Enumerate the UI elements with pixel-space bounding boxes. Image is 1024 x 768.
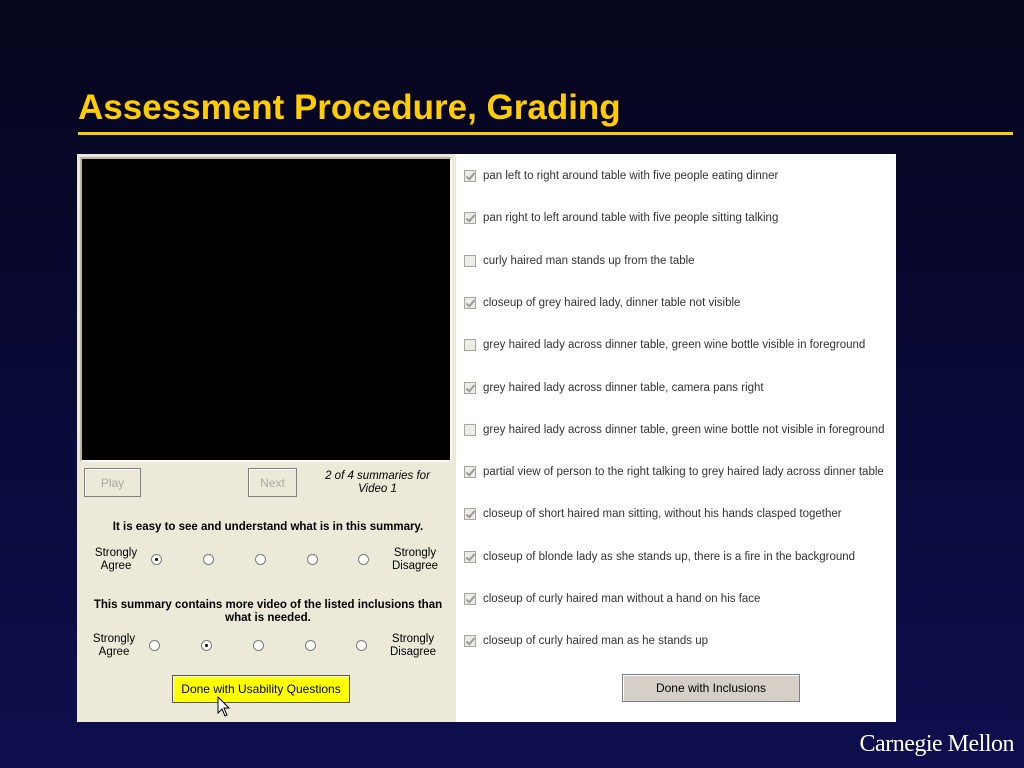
done-usability-button[interactable]: Done with Usability Questions	[172, 675, 350, 703]
inclusion-checkbox[interactable]	[464, 212, 476, 224]
q2-rating-radio-1[interactable]	[149, 640, 160, 651]
inclusion-item[interactable]	[464, 211, 778, 225]
mouse-pointer-icon	[217, 696, 233, 718]
inclusion-label: grey haired lady across dinner table, green wine bottle visible in foreground	[483, 339, 866, 352]
inclusion-label: closeup of blonde lady as she stands up, there is a fire in the background	[483, 550, 856, 563]
inclusion-label: closeup of short haired man sitting, without his hands clasped together	[483, 508, 842, 521]
inclusion-item[interactable]	[464, 296, 740, 310]
q2-rating-radio-5[interactable]	[356, 640, 367, 651]
inclusion-label: grey haired lady across dinner table, camera pans right	[483, 381, 764, 394]
inclusion-label: pan left to right around table with five people eating dinner	[483, 170, 779, 182]
inclusion-checkbox[interactable]	[464, 170, 476, 182]
q1-rating-radio-2[interactable]	[203, 554, 214, 565]
inclusion-checkbox[interactable]	[464, 466, 476, 478]
grading-app-window	[77, 154, 896, 722]
inclusion-label: closeup of grey haired lady, dinner table not visible	[483, 296, 741, 309]
inclusion-label: closeup of curly haired man as he stands up	[483, 635, 709, 648]
inclusion-item[interactable]	[464, 592, 760, 606]
inclusion-checkbox[interactable]	[464, 382, 476, 394]
q2-rating-radio-2[interactable]	[201, 640, 212, 651]
carnegie-mellon-logo: Carnegie Mellon	[859, 731, 1014, 757]
inclusion-checkbox[interactable]	[464, 593, 476, 605]
video-pane	[77, 154, 455, 722]
inclusion-item[interactable]	[464, 507, 842, 521]
q1-strongly-disagree-label: Strongly Disagree	[391, 547, 439, 572]
inclusion-checkbox[interactable]	[464, 297, 476, 309]
inclusion-label: curly haired man stands up from the table	[483, 254, 695, 267]
inclusions-pane	[456, 154, 896, 722]
q1-rating-radio-3[interactable]	[255, 554, 266, 565]
inclusion-label: grey haired lady across dinner table, green wine bottle not visible in foreground	[483, 423, 885, 436]
q1-rating-radio-1[interactable]	[151, 554, 162, 565]
q2-strongly-agree-label: Strongly Agree	[92, 633, 136, 658]
q1-rating-radio-5[interactable]	[358, 554, 369, 565]
inclusion-checkbox[interactable]	[464, 424, 476, 436]
q1-rating-radio-4[interactable]	[307, 554, 318, 565]
inclusion-item[interactable]	[464, 634, 708, 648]
video-player[interactable]	[80, 157, 452, 462]
inclusion-checkbox[interactable]	[464, 551, 476, 563]
next-button[interactable]: Next	[248, 468, 297, 497]
question-1-text: It is easy to see and understand what is in this summary.	[112, 521, 424, 533]
inclusion-checkbox[interactable]	[464, 255, 476, 267]
q2-rating-radio-4[interactable]	[305, 640, 316, 651]
inclusion-item[interactable]	[464, 550, 855, 564]
inclusion-item[interactable]	[464, 423, 884, 437]
inclusion-label: partial view of person to the right talking to grey haired lady across dinner table	[483, 466, 884, 479]
q2-strongly-disagree-label: Strongly Disagree	[389, 633, 437, 658]
slide-title: Assessment Procedure, Grading	[78, 88, 621, 127]
inclusion-label: pan right to left around table with five people sitting talking	[483, 212, 779, 225]
q1-strongly-agree-label: Strongly Agree	[94, 547, 138, 572]
inclusion-checkbox[interactable]	[464, 339, 476, 351]
q2-rating-radio-3[interactable]	[253, 640, 264, 651]
inclusion-item[interactable]	[464, 381, 764, 395]
title-underline	[78, 132, 1013, 135]
inclusion-checkbox[interactable]	[464, 635, 476, 647]
inclusion-label: closeup of curly haired man without a hand on his face	[483, 593, 761, 605]
inclusion-checkbox[interactable]	[464, 508, 476, 520]
inclusion-item[interactable]	[464, 338, 865, 352]
summary-count: 2 of 4 summaries for Video 1	[325, 470, 430, 495]
inclusion-item[interactable]	[464, 254, 695, 268]
play-button[interactable]: Play	[84, 468, 141, 497]
inclusion-item[interactable]	[464, 465, 884, 479]
done-inclusions-button[interactable]: Done with Inclusions	[622, 674, 800, 702]
question-2-text: This summary contains more video of the listed inclusions than what is needed.	[93, 599, 443, 624]
inclusion-item[interactable]	[464, 169, 778, 183]
